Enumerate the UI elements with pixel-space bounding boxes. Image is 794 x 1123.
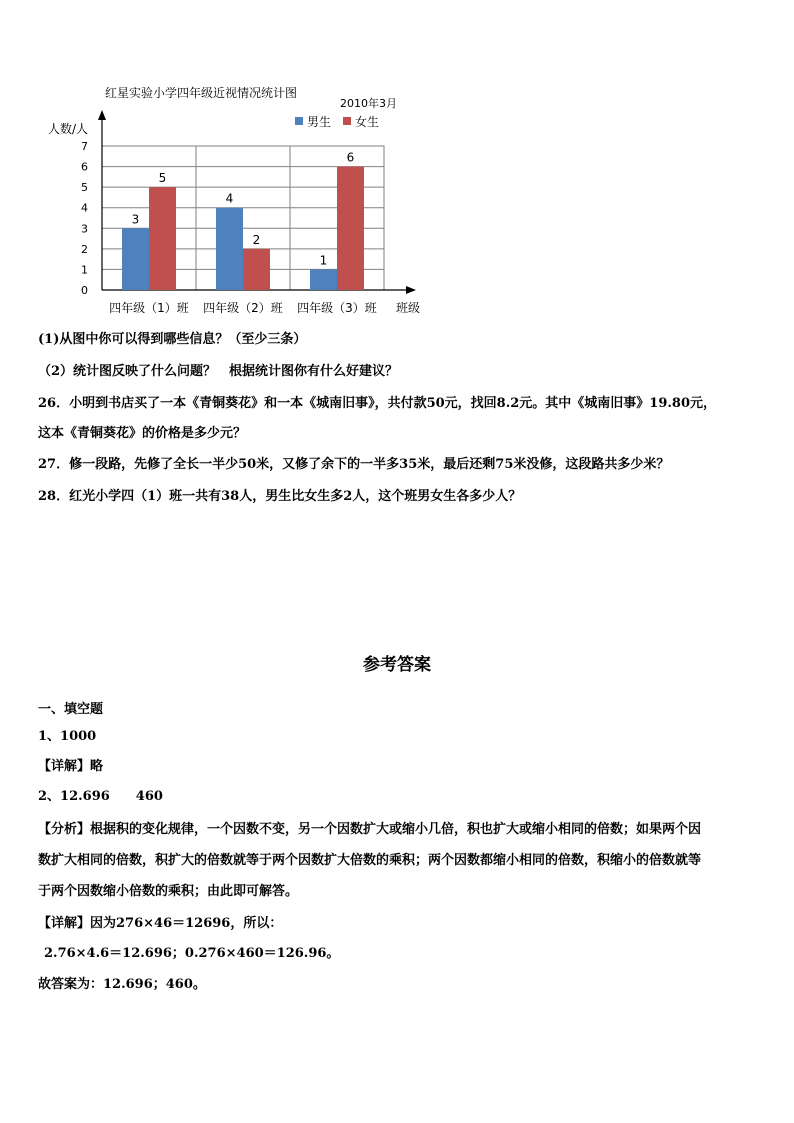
data-label-0-1: 5 (158, 171, 167, 186)
chart-svg (40, 80, 440, 320)
x-axis-arrow (406, 286, 416, 294)
y-tick-label-4: 4 (81, 201, 88, 215)
bar-2-1 (337, 167, 364, 290)
bar-0-0 (122, 228, 149, 290)
x-axis-label: 班级 (396, 301, 421, 315)
y-tick-label-5: 5 (81, 181, 88, 195)
section-title: 一、填空题 (38, 702, 104, 717)
answer-2-detail: 【详解】因为276×46＝12696，所以： (38, 916, 283, 931)
chart-title: 红星实验小学四年级近视情况统计图 (105, 86, 298, 100)
question-27: 27．修一段路，先修了全长一半少50米，又修了余下的一半多35米，最后还剩75米没修，这段路共多少米？ (38, 457, 670, 472)
question-28: 28．红光小学四（1）班一共有38人，男生比女生多2人，这个班男女生各多少人？ (38, 489, 522, 504)
y-tick-label-6: 6 (81, 160, 88, 174)
chart-subtitle: 2010年3月 (340, 97, 397, 110)
legend-swatch-1 (343, 117, 351, 125)
y-tick-label-3: 3 (81, 222, 88, 236)
answer-1: 1、1000 (38, 729, 97, 744)
bar-0-1 (149, 187, 176, 290)
data-label-0-0: 3 (131, 212, 140, 227)
bar-1-1 (243, 249, 270, 290)
y-tick-label-1: 1 (81, 263, 88, 277)
data-label-2-0: 1 (319, 253, 328, 268)
answer-2-analysis-3: 于两个因数缩小倍数的乘积；由此即可解答。 (38, 884, 299, 899)
question-26-line2: 这本《青铜葵花》的价格是多少元？ (38, 426, 247, 441)
answer-2-analysis-1: 【分析】根据积的变化规律，一个因数不变，另一个因数扩大或缩小几倍，积也扩大或缩小相同的倍数；如果两个因 (38, 822, 702, 837)
answer-heading: 参考答案 (363, 655, 431, 675)
answer-1-detail: 【详解】略 (38, 759, 104, 774)
question-25-1: (1)从图中你可以得到哪些信息？（至少三条） (38, 332, 307, 347)
data-label-1-1: 2 (252, 232, 261, 247)
legend-swatch-0 (295, 117, 303, 125)
y-axis-label: 人数/人 (48, 122, 89, 136)
answer-2-analysis-2: 数扩大相同的倍数，积扩大的倍数就等于两个因数扩大倍数的乘积；两个因数都缩小相同的倍数，积缩小的倍数就等 (38, 853, 702, 868)
data-label-2-1: 6 (346, 150, 355, 165)
bar-1-0 (216, 208, 243, 290)
question-25-2: （2）统计图反映了什么问题？ 根据统计图你有什么好建议？ (38, 364, 399, 379)
x-tick-label-2: 四年级（3）班 (297, 301, 377, 315)
question-26-line1: 26．小明到书店买了一本《青铜葵花》和一本《城南旧事》，共付款50元，找回8.2元。其中《城南旧事》19.80元， (38, 396, 717, 411)
y-tick-label-0: 0 (81, 284, 88, 297)
y-axis-arrow (98, 110, 106, 120)
x-tick-label-1: 四年级（2）班 (203, 301, 283, 315)
legend-label-1: 女生 (355, 115, 380, 129)
bar-chart (40, 80, 440, 320)
y-tick-label-2: 2 (81, 242, 88, 256)
y-tick-label-7: 7 (81, 140, 88, 153)
answer-2-calc: 2.76×4.6＝12.696；0.276×460＝126.96。 (44, 946, 340, 961)
data-label-1-0: 4 (225, 191, 234, 206)
answer-2-final: 故答案为：12.696；460。 (38, 977, 206, 992)
answer-2: 2、12.696 460 (38, 789, 163, 804)
bar-2-0 (310, 269, 337, 290)
x-tick-label-0: 四年级（1）班 (109, 301, 189, 315)
legend-label-0: 男生 (307, 115, 332, 129)
